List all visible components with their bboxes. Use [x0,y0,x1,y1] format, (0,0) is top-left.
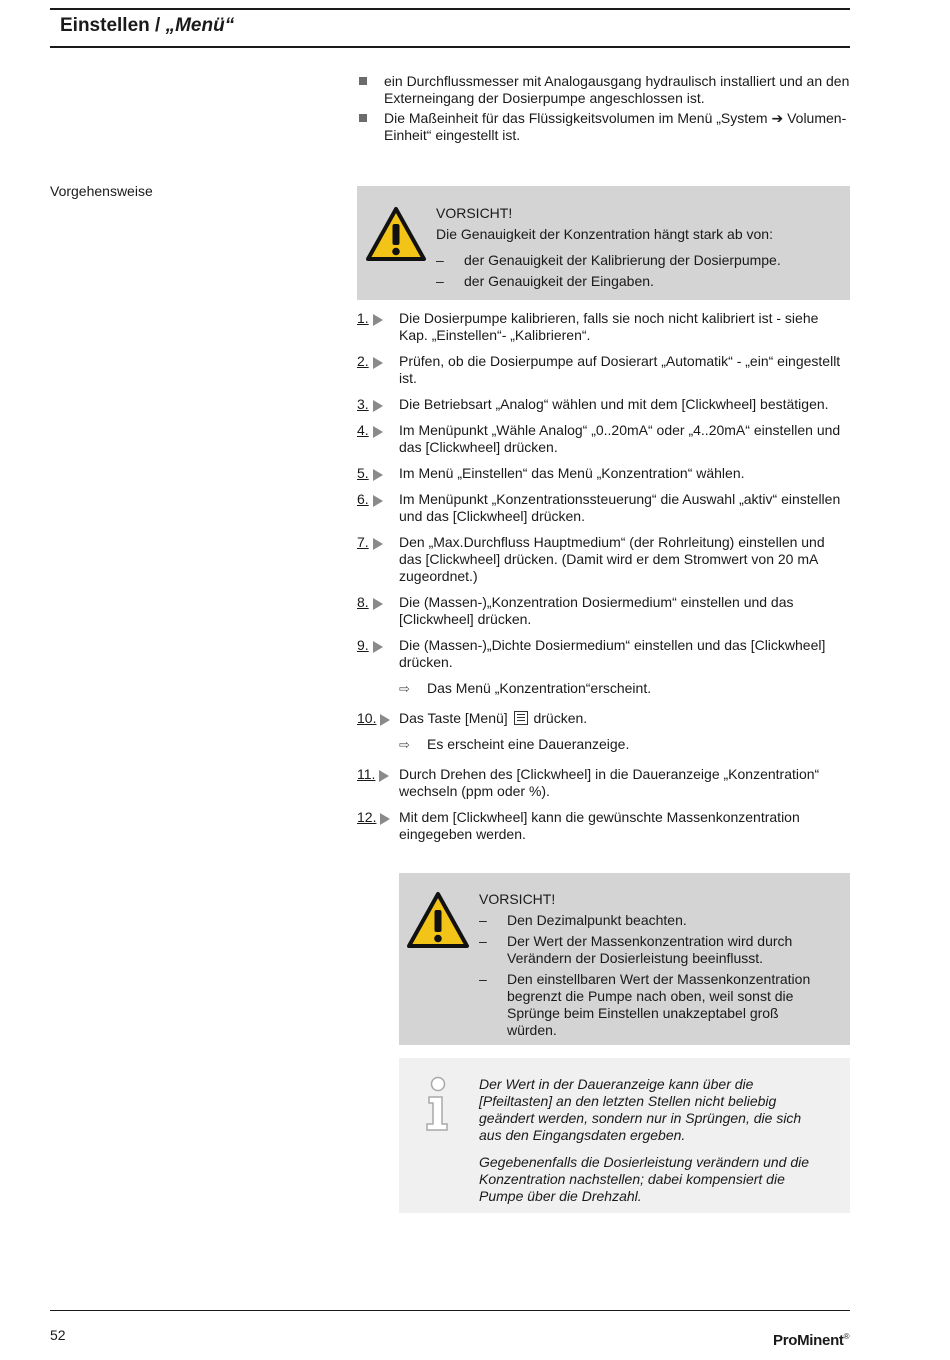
page-title [60,15,234,37]
step-arrow-icon [373,538,383,550]
step-result [357,680,850,697]
step-text: Im Menü „Einstellen“ das Menü „Konzentration“ wählen. [399,465,745,481]
title-italic: „Menü“ [165,15,235,36]
caution-item: – der Genauigkeit der Eingaben. [436,273,654,289]
step-item [357,594,850,628]
caution-box [357,186,850,300]
prerequisite-item [357,110,850,144]
step-arrow-icon [373,400,383,412]
step-item [357,353,850,387]
step-item [357,396,850,413]
step-arrow-icon [373,641,383,653]
menu-key-icon [514,711,528,725]
brand-logo: ProMinent® [773,1332,850,1349]
info-paragraph: Der Wert in der Daueranzeige kann über die [Pfeiltasten] an den letzten Stellen nicht beliebig geändert werden, sondern nur in Sprüngen, die sich aus den Eingangsdaten ergeben. [479,1076,802,1143]
step-text: Prüfen, ob die Dosierpumpe auf Dosierart „Automatik“ - „ein“ eingestellt ist. [399,353,841,386]
step-number: 11. [357,766,389,783]
step-arrow-icon [373,426,383,438]
step-item [357,310,850,344]
warning-triangle-icon [365,206,427,262]
info-paragraph: Gegebenenfalls die Dosierleistung verändern und die Konzentration nachstellen; dabei kompensiert die Pumpe über die Drehzahl. [479,1154,809,1204]
step-number: 2. [357,353,383,370]
title-plain: Einstellen / [60,15,166,36]
caution-text [479,891,819,1043]
step-text: Die (Massen-)„Dichte Dosiermedium“ einstellen und das [Clickwheel] drücken. [399,637,826,670]
header-top-rule [50,8,850,10]
step-item [357,809,850,843]
footer-rule [50,1310,850,1311]
procedure-label: Vorgehensweise [50,183,153,199]
step-item [357,465,850,482]
page-number: 52 [50,1327,66,1343]
step-text: Die Dosierpumpe kalibrieren, falls sie noch nicht kalibriert ist - siehe Kap. „Einstellen“- „Kalibrieren“. [399,310,819,343]
step-text: Im Menüpunkt „Wähle Analog“ „0..20mA“ oder „4..20mA“ einstellen und das [Clickwheel] drücken. [399,422,841,455]
step-number: 1. [357,310,383,327]
step-arrow-icon [373,495,383,507]
step-text: Mit dem [Clickwheel] kann die gewünschte Massenkonzentration eingegeben werden. [399,809,800,842]
step-number: 8. [357,594,383,611]
result-text: Es erscheint eine Daueranzeige. [427,736,630,752]
step-number: 9. [357,637,383,654]
result-text: Das Menü „Konzentration“erscheint. [427,680,652,696]
step-item [357,534,850,585]
step-text: Durch Drehen des [Clickwheel] in die Daueranzeige „Konzentration“ wechseln (ppm oder %). [399,766,820,799]
caution-title: VORSICHT! [479,891,556,907]
info-icon [421,1076,455,1134]
caution-item: – Der Wert der Massenkonzentration wird durch Verändern der Dosierleistung beeinflusst. [479,933,793,966]
step-result [357,736,850,753]
caution-item: – Den Dezimalpunkt beachten. [479,912,687,928]
step-number: 12. [357,809,390,826]
step-item [357,637,850,671]
caution-item: – der Genauigkeit der Kalibrierung der Dosierpumpe. [436,252,781,268]
procedure-steps [357,310,850,852]
step-number: 7. [357,534,383,551]
step-number: 6. [357,491,383,508]
step-text: Die (Massen-)„Konzentration Dosiermedium“ einstellen und das [Clickwheel] drücken. [399,594,794,627]
step-arrow-icon [380,813,390,825]
step-text: Im Menüpunkt „Konzentrationssteuerung“ die Auswahl „aktiv“ einstellen und das [Clickwheel] drücken. [399,491,841,524]
caution-box-2 [399,873,850,1045]
caution-title: VORSICHT! [436,205,513,221]
prerequisite-text: Die Maßeinheit für das Flüssigkeitsvolumen im Menü „System ➔ Volumen-Einheit“ eingestellt ist. [384,110,847,143]
step-text: Die Betriebsart „Analog“ wählen und mit dem [Clickwheel] bestätigen. [399,396,829,412]
prerequisites-list [357,73,850,147]
square-bullet-icon [359,114,367,122]
square-bullet-icon [359,77,367,85]
warning-triangle-icon [406,891,470,949]
result-arrow-icon: ⇨ [399,681,410,696]
prerequisite-item [357,73,850,107]
prerequisite-text: ein Durchflussmesser mit Analogausgang hydraulisch installiert und an den Externeingang der Dosierpumpe angeschlossen ist. [384,73,850,106]
step-text: Den „Max.Durchfluss Hauptmedium“ (der Rohrleitung) einstellen und das [Clickwheel] drücken. (Damit wird er dem Stromwert von 20 mA zugeordnet.) [399,534,825,584]
step-arrow-icon [373,357,383,369]
step-item [357,491,850,525]
caution-intro: Die Genauigkeit der Konzentration hängt stark ab von: [436,226,773,242]
step-arrow-icon [373,598,383,610]
header-bottom-rule [50,46,850,48]
step-number: 5. [357,465,383,482]
step-number: 10. [357,710,390,727]
info-text [479,1076,819,1215]
step-item [357,710,850,727]
info-box [399,1058,850,1213]
step-text: Das Taste [Menü] drücken. [399,710,588,726]
step-arrow-icon [373,314,383,326]
step-arrow-icon [373,469,383,481]
step-arrow-icon [380,714,390,726]
result-arrow-icon: ⇨ [399,737,410,752]
step-item [357,422,850,456]
caution-item: – Den einstellbaren Wert der Massenkonzentration begrenzt die Pumpe nach oben, weil sonst die Sprünge beim Einstellen unakzeptabel groß würden. [479,971,811,1038]
step-arrow-icon [379,770,389,782]
step-item [357,766,850,800]
step-number: 3. [357,396,383,413]
step-number: 4. [357,422,383,439]
caution-text [436,205,836,294]
